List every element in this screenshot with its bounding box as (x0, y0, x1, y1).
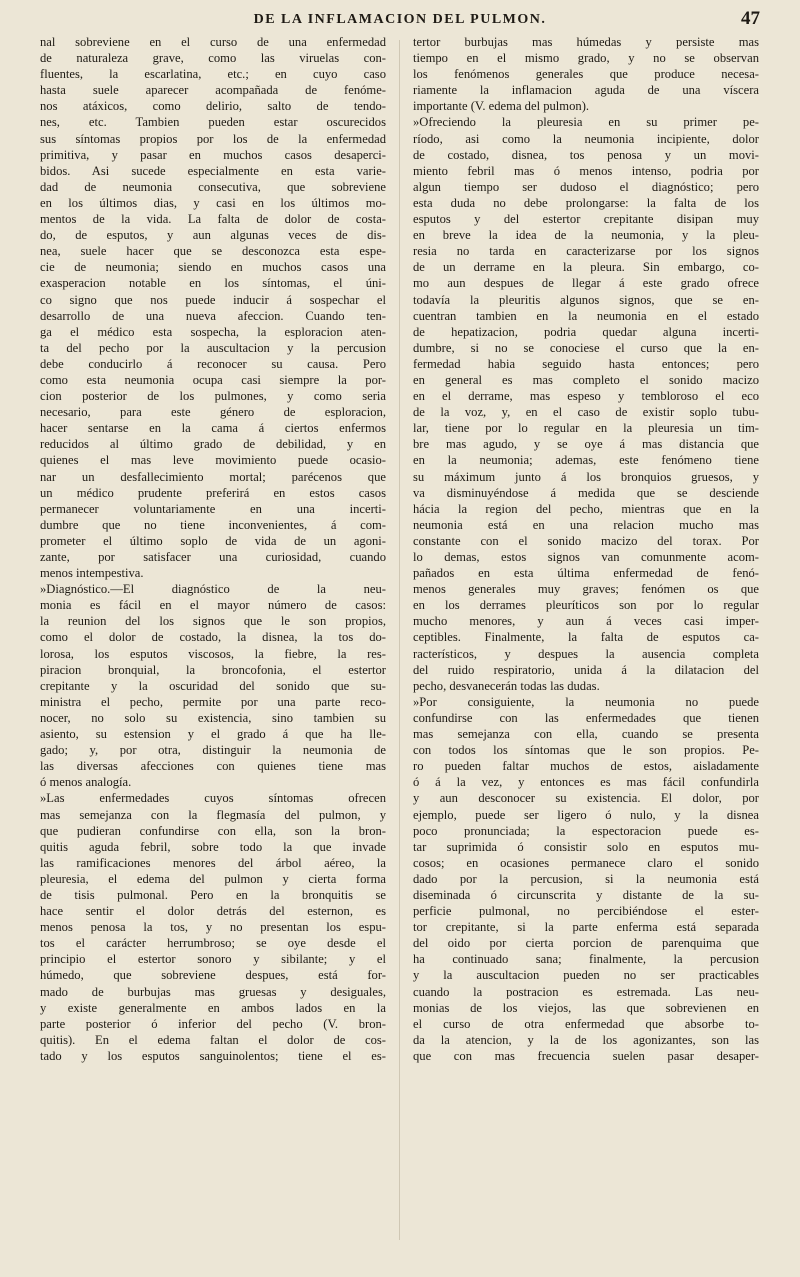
text-line: sus síntomas propios por los de la enfermedad (40, 131, 386, 146)
text-line: diseminada ó circunscrita y distante de la su- (413, 887, 759, 902)
text-line: ga el médico esta sospecha, la esploracion aten- (40, 324, 386, 339)
text-line: exasperacion notable en los síntomas, el úni- (40, 276, 386, 291)
text-line: bidos. Asi sucede especialmente en esta varie- (40, 163, 386, 178)
text-line: pecho, desvanecerán todas las dudas. (413, 678, 600, 693)
text-line: confundirse con las enfermedades que tienen (413, 710, 759, 725)
text-line: cion posterior de los pulmones, y como seria (40, 389, 386, 404)
page-number: 47 (741, 8, 760, 29)
text-line: debe conducirlo á reconocer su causa. Pero (40, 356, 386, 371)
text-line: tor crepitante, si la parte enferma está separada (413, 920, 759, 935)
text-line: el curso de otra enfermedad que absorbe to- (413, 1016, 759, 1031)
text-line: lar, tiene por lo regular en la pleuresia un tim- (413, 421, 759, 436)
text-line: cuando la postracion es estremada. Las neu- (413, 984, 759, 999)
text-line: primitiva, y pasar en muchos casos desaperci- (40, 147, 386, 162)
text-line: »Por consiguiente, la neumonia no puede (413, 694, 759, 709)
text-line: en general es mas completo el sonido macizo (413, 372, 759, 387)
text-line: quitis). En el edema faltan el dolor de cos- (40, 1032, 386, 1047)
text-line: gado; y, por otra, distinguir la neumonia de (40, 743, 386, 758)
text-line: fermedad habia seguido hasta entonces; pero (413, 356, 759, 371)
text-line: de la voz, y, en el caso de existir soplo tubu- (413, 405, 759, 420)
text-line: neumonia está en una relacion mucho mas (413, 517, 759, 532)
text-line: bre mas agudo, y se oye á mas distancia que (413, 437, 759, 452)
text-line: »Las enfermedades cuyos síntomas ofrecen (40, 791, 386, 806)
text-line: la reunion del los signos que le son propios, (40, 614, 386, 629)
text-line: mo aun despues de llegar á este grado ofrece (413, 276, 759, 291)
text-line: algun tiempo ser dudoso el diagnóstico; pero (413, 179, 759, 194)
text-line: ministra el pecho, permite por una parte reco- (40, 694, 386, 709)
text-line: menos generales muy graves; fenómen os que (413, 582, 759, 597)
text-line: húmedo, que sobreviene despues, está for- (40, 968, 386, 983)
text-line: importante (V. edema del pulmon). (413, 99, 590, 114)
text-line: lo demas, estos signos van comunmente acom- (413, 550, 759, 564)
text-line: del ruido respiratorio, unida á la dilatacion del (413, 662, 759, 677)
text-line: nocer, no solo su existencia, sino tambien su (40, 710, 386, 725)
text-line: reducidos al último grado de debilidad, y en (40, 437, 386, 452)
text-line: en los últimos dias, y casi en los últimos mo- (40, 195, 386, 210)
text-line: necesario, para este género de esploracion, (40, 405, 386, 420)
text-line: las ramificaciones menores del árbol aéreo, la (40, 855, 386, 870)
text-line: nos atáxicos, como delirio, salto de tendo- (40, 99, 386, 114)
text-line: prometer el último soplo de vida de un agoni- (40, 533, 386, 548)
text-line: del oido por cierta porcion de parenquima que (413, 936, 759, 951)
text-line: dumbre que no tiene inconvenientes, á com- (40, 517, 386, 532)
text-line: menos penosa la tos, y no presentan los espu- (40, 920, 386, 935)
text-line: tertor burbujas mas húmedas y persiste mas (413, 35, 759, 49)
text-line: ó menos analogía. (40, 775, 132, 790)
text-line: con todos los síntomas que le son propios. Pe- (413, 743, 759, 758)
text-line: como el dolor de costado, la disnea, la tos do- (40, 630, 386, 645)
text-line: quitis aguda febril, sobre todo la que invade (40, 839, 386, 854)
text-line: tiempo en el mismo grado, y no se observan (413, 51, 759, 66)
text-line: da la atencion, y la de los agonizantes, son las (413, 1032, 759, 1047)
text-line: de hepatizacion, podria quedar alguna incerti- (413, 324, 759, 339)
text-line: pleuresia, el edema del pulmon y cierta forma (40, 871, 386, 886)
text-line: nea, suele hacer que se desconozca esta espe- (40, 244, 386, 259)
text-line: monia es fácil en el mayor número de casos: (40, 598, 386, 613)
text-line: ejemplo, puede ser ligero ó nulo, y la disnea (413, 807, 759, 822)
text-line: de costado, disnea, tos penosa y un movi- (413, 147, 759, 162)
text-line: cie de neumonia; siendo en muchos casos una (40, 260, 386, 275)
text-line: do, de esputos, y aun algunas veces de dis- (40, 228, 386, 243)
text-line: asiento, su estension y el grado á que ha lle- (40, 727, 386, 742)
text-line: nes, etc. Tambien pueden estar oscurecidos (40, 115, 386, 130)
text-line: esputos y del estertor crepitante disipan muy (413, 212, 759, 227)
text-line: ha continuado sana; finalmente, la percusion (413, 952, 759, 967)
text-line: ríodo, asi como la neumonia incipiente, dolor (413, 131, 759, 146)
text-line: de tisis pulmonal. Pero en la bronquitis se (40, 887, 386, 902)
running-head (40, 8, 760, 32)
text-line: va disminuyéndose á medida que se desciende (413, 485, 759, 500)
text-line: mentos de la vida. La falta de dolor de costa- (40, 212, 386, 227)
text-line: hace sentir el dolor detrás del esternon, es (40, 904, 386, 919)
text-line: de un derrame en la pleura. Sin embargo, co- (413, 260, 759, 275)
text-line: ta del pecho por la auscultacion y la percusion (40, 340, 386, 355)
text-line: cosos; en ocasiones permanece claro el sonido (413, 855, 759, 870)
text-line: mas semejanza con la flegmasía del pulmon, y (40, 807, 386, 822)
text-line: que con mas frecuencia suelen pasar desaper- (413, 1048, 759, 1063)
text-line: tado y los esputos sanguinolentos; tiene el es- (40, 1048, 386, 1063)
text-line: permanecer voluntariamente en una incerti- (40, 501, 386, 516)
text-line: todavía la pleuritis algunos signos, que se en- (413, 292, 759, 307)
text-line: mas semejanza con ella, cuando se presenta (413, 727, 759, 742)
text-line: en breve la idea de la neumonia, y la pleu- (413, 228, 759, 243)
text-line: racterísticos, y despues la ausencia completa (413, 646, 759, 661)
text-line: hácia la region del pecho, mientras que en la (413, 501, 759, 516)
text-line: mado de burbujas mas gruesas y desiguales, (40, 984, 386, 999)
text-line: »Ofreciendo la pleuresia en su primer pe- (413, 115, 759, 130)
text-line: hasta suele aparecer acompañada de fenóme- (40, 83, 386, 98)
text-line: miento febril mas ó menos intenso, podria por (413, 163, 759, 178)
text-line: »Diagnóstico.—El diagnóstico de la neu- (40, 582, 386, 597)
text-line: tar suprimida ó consistir solo en esputos mu- (413, 839, 759, 854)
text-line: principio el estertor sonoro y sibilante; y el (40, 952, 386, 967)
text-line: monias de los viejos, las que sobrevienen en (413, 1000, 759, 1015)
text-line: un médico prudente preferirá en estos casos (40, 485, 386, 500)
text-line: dado por la percusion, si la neumonia está (413, 871, 759, 886)
text-line: los fenómenos generales que produce necesa- (413, 67, 759, 82)
text-line: mucho menores, y aun á veces casi imper- (413, 614, 759, 629)
text-line: desarrollo de una nueva afeccion. Cuando ten- (40, 308, 386, 323)
column-gutter (399, 40, 400, 1240)
text-line: constante con el sonido macizo del torax. Por (413, 533, 759, 548)
text-line: ó á la vez, y entonces es mas fácil confundirla (413, 775, 759, 790)
text-line: tos el carácter herrumbroso; se oye desde el (40, 936, 386, 951)
text-line: lorosa, los esputos viscosos, la fiebre, la res- (40, 646, 386, 661)
text-line: de naturaleza grave, como las viruelas con- (40, 51, 386, 66)
text-line: su máximum junto á los bronquios gruesos, y (413, 469, 759, 484)
text-line: piracion bronquial, la broncofonia, el estertor (40, 662, 386, 677)
text-line: dad de neumonia consecutiva, que sobreviene (40, 179, 386, 194)
text-line: crepitante y la oscuridad del sonido que su- (40, 678, 386, 693)
text-line: zante, por satisfacer una curiosidad, cuando (40, 550, 386, 564)
text-line: perficie pulmonal, no percibiéndose el ester- (413, 904, 759, 919)
text-line: dumbre, si no se conociese el curso que la en- (413, 340, 759, 355)
text-line: cuentran tambien en la neumonia en el estado (413, 308, 759, 323)
text-line: riamente la inflamacion aguda de una víscera (413, 83, 759, 98)
text-line: que pudieran confundirse con ella, son la bron- (40, 823, 386, 838)
right-column (413, 34, 759, 1064)
text-line: y existe generalmente en ambos lados en la (40, 1000, 386, 1015)
text-line: nal sobreviene en el curso de una enfermedad (40, 35, 386, 49)
text-line: esta duda no debe prolongarse: la falta de los (413, 195, 759, 210)
text-line: fluentes, la escarlatina, etc.; en cuyo caso (40, 67, 386, 82)
text-line: ro pueden faltar muchos de estos, aisladamente (413, 759, 759, 774)
left-column (40, 34, 386, 1064)
running-title: DE LA INFLAMACION DEL PULMON. (253, 12, 547, 27)
text-line: en los derrames pleuríticos son por lo regular (413, 598, 759, 613)
text-line: co signo que nos puede inducir á sospechar el (40, 292, 386, 307)
text-line: quienes el mas leve movimiento puede ocasio- (40, 453, 386, 468)
text-line: hacer sentarse en la cama á ciertos enfermos (40, 421, 386, 436)
text-line: ceptibles. Finalmente, la falta de esputos ca- (413, 630, 759, 645)
text-line: las diversas afecciones con quienes tiene mas (40, 759, 386, 774)
text-line: menos intempestiva. (40, 566, 144, 581)
text-line: resia no tarda en caracterizarse por los signos (413, 244, 759, 259)
text-line: poco pronunciada; la espectoracion puede es- (413, 823, 759, 838)
text-line: como esta neumonia ocupa casi siempre la por- (40, 372, 386, 387)
text-line: en el derrame, mas espeso y tembloroso el eco (413, 389, 759, 404)
text-line: y la auscultacion pueden no ser practicables (413, 968, 759, 983)
text-line: y aun desconocer su existencia. El dolor, por (413, 791, 759, 806)
text-line: en la neumonia; ademas, este fenómeno tiene (413, 453, 759, 468)
text-line: pañados en esta última enfermedad de fenó- (413, 566, 759, 581)
text-line: nar un desfallecimiento mortal; parécenos que (40, 469, 386, 484)
text-line: parte posterior ó inferior del pecho (V. bron- (40, 1016, 386, 1031)
